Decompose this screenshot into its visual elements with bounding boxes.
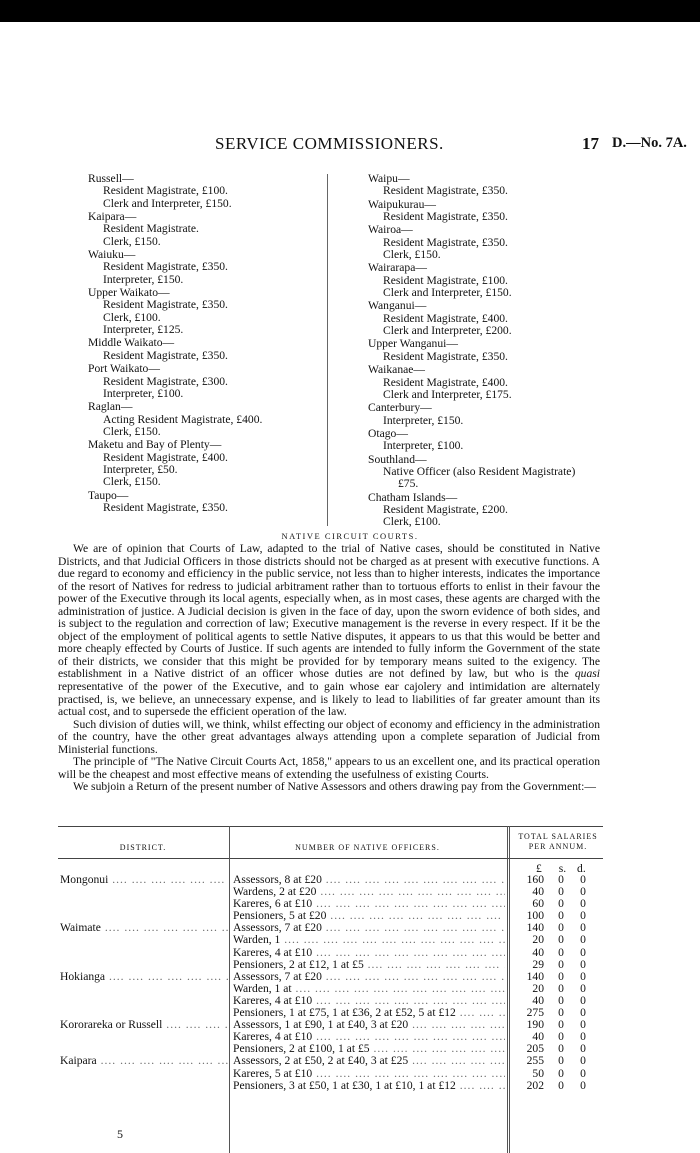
officers-cell: Pensioners, 1 at £75, 1 at £36, 2 at £52, 5 at £12 .... [233,1007,505,1019]
district-name: Otago— [368,426,408,440]
table-row [58,934,603,946]
officer-entry: Clerk and Interpreter, £150. [103,196,232,210]
officer-entry: Clerk, £150. [103,475,161,489]
officer-entry: Resident Magistrate, £400. [103,450,228,464]
table-row [58,886,603,898]
officer-entry: Resident Magistrate, £350. [383,210,508,224]
column-divider [327,174,328,526]
shillings-cell: 0 [558,981,564,995]
shillings-cell: 0 [558,897,564,911]
shillings-cell: 0 [558,1054,564,1068]
officer-entry: Clerk and Interpreter, £150. [383,286,512,300]
pounds-cell: 40 [532,993,544,1007]
officers-cell: Assessors, 2 at £50, 2 at £40, 3 at £25 .... [233,1055,505,1067]
shillings-cell: 0 [558,957,564,971]
pence-cell: 0 [580,885,586,899]
shillings-cell: 0 [558,909,564,923]
officer-entry: Interpreter, £150. [103,272,184,286]
district-name: Wanganui— [368,299,427,313]
officer-entry: Resident Magistrate, £300. [103,374,228,388]
officers-cell: Warden, 1 at .... [233,983,505,995]
officer-entry: Resident Magistrate, £400. [383,311,508,325]
officer-group [368,262,668,299]
officers-cell: Wardens, 2 at £20 .... [233,886,505,898]
pounds-cell: 255 [526,1054,544,1068]
officer-entry: Resident Magistrate, £400. [383,375,508,389]
district-cell: Kaipara .... [60,1055,229,1067]
pence-cell: 0 [580,1018,586,1032]
body-text [58,543,600,794]
table-row [58,1080,603,1092]
table-top-rule [58,826,603,827]
officer-entry: Native Officer (also Resident Magistrate) [383,464,576,478]
officer-group [88,249,326,286]
district-name: Upper Wanganui— [368,337,458,351]
shillings-cell: 0 [558,1042,564,1056]
officers-cell: Assessors, 7 at £20 .... [233,971,505,983]
officer-group [368,224,668,261]
pence-cell: 0 [580,933,586,947]
district-name: Waiuku— [88,248,136,262]
officers-cell: Pensioners, 3 at £50, 1 at £30, 1 at £10, 1 at £12 .... [233,1080,505,1092]
officer-entry: Interpreter, £150. [383,413,464,427]
officer-entry: Resident Magistrate, £350. [383,184,508,198]
shillings-cell: 0 [558,921,564,935]
officer-entry-continuation: £75. [398,477,419,491]
pounds-cell: 40 [532,945,544,959]
officer-entry: Clerk, £150. [103,234,161,248]
table-row [58,1031,603,1043]
officer-entry: Resident Magistrate, £350. [103,348,228,362]
officer-group [368,454,668,491]
district-cell: Kororareka or Russell .... [60,1019,229,1031]
officer-group [368,338,668,363]
officer-entry: Clerk and Interpreter, £175. [383,387,512,401]
pounds-cell: 275 [526,1006,544,1020]
top-black-border [0,0,700,22]
table-row [58,1007,603,1019]
pounds-cell: 190 [526,1018,544,1032]
district-name: Raglan— [88,400,133,414]
officers-cell: Kareres, 5 at £10 .... [233,1068,505,1080]
pounds-cell: 140 [526,969,544,983]
table-body [58,874,603,1092]
table-row [58,983,603,995]
district-name: Waipu— [368,172,410,185]
district-name: Waikanae— [368,363,426,377]
table-row [58,898,603,910]
officer-group [88,173,326,210]
officers-cell: Pensioners, 5 at £20 .... [233,910,505,922]
table-row [58,922,603,934]
paragraph-4: We subjoin a Return of the present number of Native Assessors and others drawing pay from the Government:— [73,780,596,794]
pence-cell: 0 [580,1006,586,1020]
page-number: 17 [582,134,599,153]
officers-cell: Kareres, 6 at £10 .... [233,898,505,910]
shillings-cell: 0 [558,1018,564,1032]
officer-group [88,439,326,488]
pounds-cell: 205 [526,1042,544,1056]
officer-entry: Resident Magistrate, £350. [383,349,508,363]
table-row [58,1068,603,1080]
officers-cell: Kareres, 4 at £10 .... [233,1031,505,1043]
pounds-cell: 40 [532,885,544,899]
page-title: SERVICE COMMISSIONERS. [215,134,444,153]
district-name: Chatham Islands— [368,490,458,504]
officers-cell: Assessors, 7 at £20 .... [233,922,505,934]
shillings-cell: 0 [558,873,564,886]
table-row [58,1055,603,1067]
table-row [58,995,603,1007]
italic-word: quasi [574,667,600,681]
officer-entry: Resident Magistrate, £350. [103,500,228,514]
officers-cell: Assessors, 1 at £90, 1 at £40, 3 at £20 .... [233,1019,505,1031]
paragraph-3: The principle of "The Native Circuit Courts Act, 1858," appears to us an excellent one, and its practical operation will be the cheapest and most effective means of extending the usefulness of existing Courts. [58,755,600,781]
pounds-cell: 40 [532,1030,544,1044]
district-name: Kaipara— [88,210,137,224]
officer-entry: Interpreter, £125. [103,323,184,337]
officers-cell: Kareres, 4 at £10 .... [233,995,505,1007]
shillings-cell: 0 [558,1006,564,1020]
officer-group [88,490,326,515]
header-salaries-line1: TOTAL SALARIES [518,832,598,841]
table-row [58,874,603,886]
table-header-rule [58,858,603,859]
pence-cell: 0 [580,1054,586,1068]
table-row [58,910,603,922]
officer-entry: Resident Magistrate. [103,222,199,236]
pounds-cell: 160 [526,873,544,886]
pounds-cell: 140 [526,921,544,935]
officer-group [88,363,326,400]
pence-cell: 0 [580,1078,586,1092]
pounds-cell: 20 [532,933,544,947]
page-header [0,134,700,158]
officer-group [368,300,668,337]
district-name: Southland— [368,452,427,466]
officer-entry: Resident Magistrate, £350. [103,260,228,274]
officer-group [368,199,668,224]
pence-cell: 0 [580,909,586,923]
officer-entry: Interpreter, £100. [383,439,464,453]
shillings-cell: 0 [558,993,564,1007]
officer-group [368,492,668,529]
district-name: Canterbury— [368,401,432,415]
table-row [58,947,603,959]
district-name: Upper Waikato— [88,286,170,300]
officer-group [88,211,326,248]
officer-entry: Resident Magistrate, £100. [103,184,228,198]
pounds-cell: 202 [526,1078,544,1092]
district-name: Maketu and Bay of Plenty— [88,438,222,452]
officers-cell: Pensioners, 2 at £100, 1 at £5 .... [233,1043,505,1055]
officer-entry: Clerk, £150. [103,424,161,438]
officer-group [368,402,668,427]
officers-cell: Kareres, 4 at £10 .... [233,947,505,959]
officer-entry: Resident Magistrate, £350. [103,298,228,312]
pounds-cell: 60 [532,897,544,911]
officer-entry: Interpreter, £50. [103,462,178,476]
header-officers: NUMBER OF NATIVE OFFICERS. [295,843,440,852]
district-name: Waipukurau— [368,197,436,211]
shillings-cell: 0 [558,969,564,983]
table-row [58,1019,603,1031]
officer-entry: Clerk and Interpreter, £200. [383,324,512,338]
shillings-cell: 0 [558,1078,564,1092]
officers-cell: Pensioners, 2 at £12, 1 at £5 .... [233,959,505,971]
paragraph-1: We are of opinion that Courts of Law, adapted to the trial of Native cases, should be constituted in Native Districts, and that Judicial Officers in those districts should not be charged as at present with executive functions. A due regard to economy and efficiency in the public service, not less than to higher interests, indicates the importance of the resort of Natives for redress to judicial arbitrament rather than to tortuous efforts to enlist in their favour the power of the Executive through its local agents, especially when, as in most cases, these agents are charged with the administration of justice. A Judicial decision is given in the face of day, upon the sworn evidence of both sides, and is subject to the regulation and correction of law; Executive management is the reverse in every respect. If it be the object of the employment of political agents to settle Native disputes, it appears to us that this would be better and more cheaply effected by Courts of Justice. If such agents are intended to fully inform the Government of the state of their districts, we consider that this might be provided for by temporary means suited to the exigency. The establishment in a Native district of an officer whose duties are not defined by law, but who is the quasi representative of the power of the Executive, and to gain whose ear cajolery and intimidation are alternately practised, is, we believe, an unnecessary expense, and is likely to lead to liabilities of far greater amount than its actual cost, and to supersede the efficient operation of the law. [58,542,600,719]
pounds-cell: 100 [526,909,544,923]
pence-cell: 0 [580,945,586,959]
district-name: Taupo— [88,488,129,502]
pounds-cell: 50 [532,1066,544,1080]
officer-group [368,428,668,453]
district-name: Port Waikato— [88,362,160,376]
district-name: Russell— [88,172,134,185]
shillings-cell: 0 [558,885,564,899]
pence-cell: 0 [580,1042,586,1056]
shillings-cell: 0 [558,1066,564,1080]
officer-entry: Resident Magistrate, £100. [383,273,508,287]
pence-cell: 0 [580,957,586,971]
officer-group [368,364,668,401]
shillings-unit: s. [558,862,567,875]
pounds-cell: 20 [532,981,544,995]
document-reference: D.—No. 7A. [612,135,687,151]
shillings-cell: 0 [558,933,564,947]
pence-cell: 0 [580,981,586,995]
pence-unit: d. [577,862,586,875]
pounds-unit: £ [536,862,542,875]
district-cell: Mongonui .... [60,874,229,886]
pence-cell: 0 [580,897,586,911]
officers-cell: Assessors, 8 at £20 .... [233,874,505,886]
table-row [58,971,603,983]
officer-entry: Resident Magistrate, £350. [383,235,508,249]
officer-entry: Acting Resident Magistrate, £400. [103,412,263,426]
officers-cell: Warden, 1 .... [233,934,505,946]
district-name: Middle Waikato— [88,336,175,350]
officer-group [88,287,326,336]
pence-cell: 0 [580,1030,586,1044]
pence-cell: 0 [580,1066,586,1080]
officer-group [88,401,326,438]
pence-cell: 0 [580,873,586,886]
district-cell: Waimate .... [60,922,229,934]
section-heading: NATIVE CIRCUIT COURTS. [281,531,419,541]
pounds-cell: 29 [532,957,544,971]
paragraph-2: Such division of duties will, we think, whilst effecting our object of economy and efficiency in the administration of the country, have the other great advantages always attending upon a complete separation of Judicial from Ministerial functions. [58,717,600,756]
folio-number: 5 [117,1127,123,1141]
officer-group [88,337,326,362]
header-salaries [513,832,603,852]
pence-cell: 0 [580,969,586,983]
officer-entry: Resident Magistrate, £200. [383,502,508,516]
shillings-cell: 0 [558,1030,564,1044]
officer-entry: Clerk, £150. [383,248,441,262]
officer-group [368,173,668,198]
header-salaries-line2: PER ANNUM. [528,842,588,851]
pence-cell: 0 [580,921,586,935]
pence-cell: 0 [580,993,586,1007]
header-district: DISTRICT. [119,843,167,852]
table-row [58,959,603,971]
district-name: Wairoa— [368,223,413,237]
table-row [58,1043,603,1055]
district-name: Wairarapa— [368,261,427,275]
officer-entry: Interpreter, £100. [103,386,184,400]
district-cell: Hokianga .... [60,971,229,983]
officer-entry: Clerk, £100. [103,310,161,324]
officer-entry: Clerk, £100. [383,515,441,529]
shillings-cell: 0 [558,945,564,959]
left-officer-column [88,173,326,515]
right-officer-column [368,173,668,530]
